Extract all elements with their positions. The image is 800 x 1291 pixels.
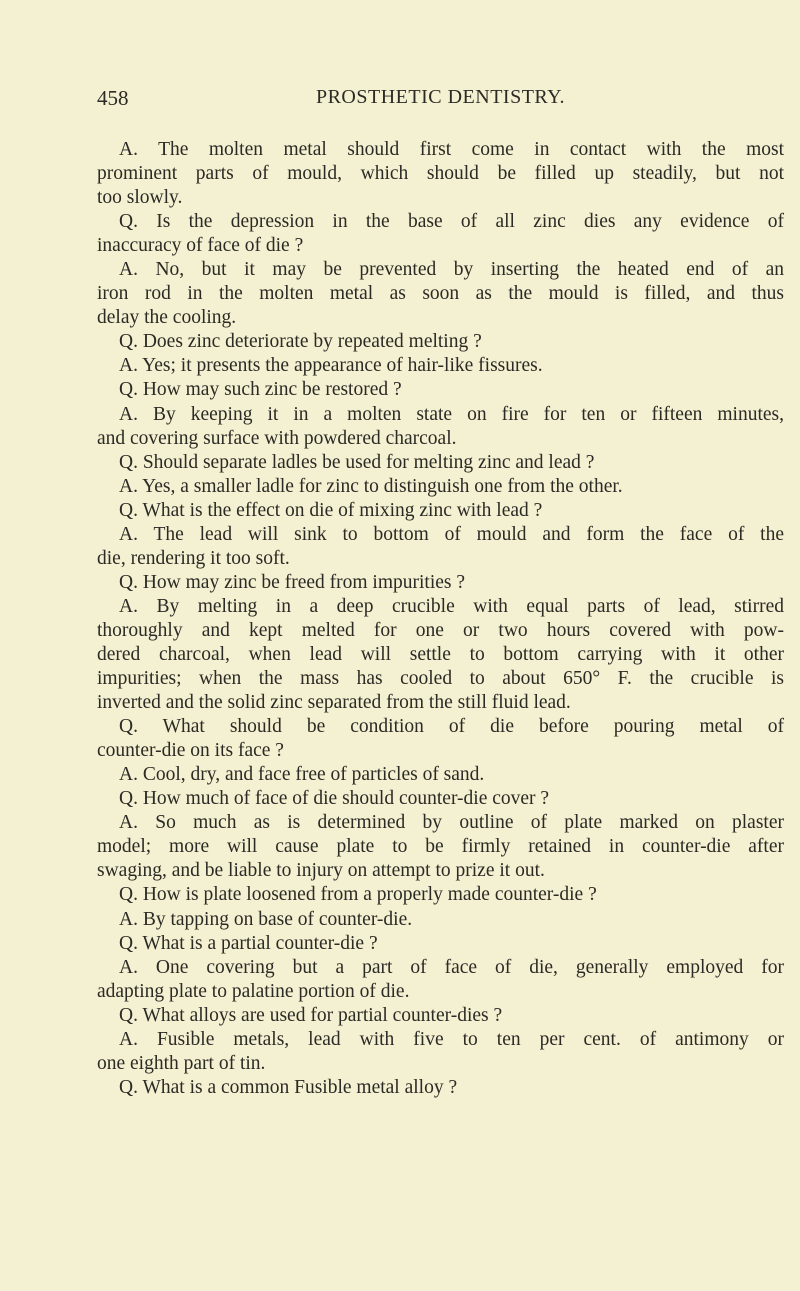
text-line: one eighth part of tin.	[97, 1052, 266, 1074]
question-paragraph	[97, 1076, 784, 1100]
text-line: delay the cooling.	[97, 307, 237, 329]
text-line: Q. What is a common Fusible metal alloy ?	[119, 1076, 458, 1098]
answer-paragraph	[97, 595, 784, 715]
text-line: Q. Is the depression in the base of all zinc dies any evidence of	[119, 211, 784, 233]
text-line: adapting plate to palatine portion of die.	[97, 980, 410, 1002]
question-paragraph	[97, 378, 784, 402]
text-line: Q. What should be condition of die before pouring metal of	[119, 716, 784, 738]
text-line: Q. How may such zinc be restored ?	[119, 379, 402, 401]
text-line: A. The molten metal should first come in contact with the most	[119, 139, 784, 160]
text-line: A. Yes; it presents the appearance of hair-like fissures.	[119, 355, 543, 377]
text-line: model; more will cause plate to be firmly retained in counter-die after	[97, 836, 784, 858]
text-line: A. By keeping it in a molten state on fire for ten or fifteen minutes,	[119, 403, 784, 425]
answer-paragraph	[97, 523, 784, 571]
question-paragraph	[97, 715, 784, 763]
answer-paragraph	[97, 908, 784, 932]
question-paragraph	[97, 932, 784, 956]
question-paragraph	[97, 571, 784, 595]
text-line: iron rod in the molten metal as soon as the mould is filled, and thus	[97, 283, 784, 305]
text-line: Q. How much of face of die should counter-die cover ?	[119, 788, 550, 810]
text-line: A. Yes, a smaller ladle for zinc to distinguish one from the other.	[119, 475, 623, 497]
answer-paragraph	[97, 956, 784, 1004]
text-line: Q. What alloys are used for partial counter-dies ?	[119, 1004, 503, 1026]
answer-paragraph	[97, 763, 784, 787]
text-line: Q. How may zinc be freed from impurities ?	[119, 571, 466, 593]
text-line: die, rendering it too soft.	[97, 547, 290, 569]
answer-paragraph	[97, 354, 784, 378]
text-line: counter-die on its face ?	[97, 740, 284, 762]
running-title: PROSTHETIC DENTISTRY.	[315, 86, 566, 108]
question-paragraph	[97, 883, 784, 907]
text-line: thoroughly and kept melted for one or two hours covered with pow-	[97, 619, 784, 641]
question-paragraph	[97, 330, 784, 354]
answer-paragraph	[97, 138, 784, 210]
text-line: inaccuracy of face of die ?	[97, 235, 304, 257]
text-line: Q. What is a partial counter-die ?	[119, 932, 378, 954]
question-paragraph	[97, 787, 784, 811]
text-line: A. Cool, dry, and face free of particles of sand.	[119, 764, 485, 786]
text-line: A. By tapping on base of counter-die.	[119, 908, 413, 930]
text-line: Q. Does zinc deteriorate by repeated melting ?	[119, 331, 482, 353]
text-line: Q. Should separate ladles be used for melting zinc and lead ?	[119, 451, 595, 473]
text-line: A. One covering but a part of face of die, generally employed for	[119, 956, 784, 978]
question-paragraph	[97, 1004, 784, 1028]
question-paragraph	[97, 451, 784, 475]
body-text	[97, 138, 784, 1100]
page-number: 458	[97, 86, 129, 110]
answer-paragraph	[97, 403, 784, 451]
answer-paragraph	[97, 1028, 784, 1076]
question-paragraph	[97, 499, 784, 523]
text-line: dered charcoal, when lead will settle to bottom carrying with it other	[97, 643, 784, 665]
text-line: swaging, and be liable to injury on attempt to prize it out.	[97, 860, 545, 882]
text-line: prominent parts of mould, which should be filled up steadily, but not	[97, 163, 784, 185]
text-line: A. By melting in a deep crucible with equal parts of lead, stirred	[119, 595, 784, 617]
answer-paragraph	[97, 811, 784, 883]
text-line: inverted and the solid zinc separated from the still fluid lead.	[97, 692, 571, 714]
question-paragraph	[97, 210, 784, 258]
page-header	[97, 86, 784, 114]
text-line: A. No, but it may be prevented by inserting the heated end of an	[119, 259, 784, 281]
text-line: A. So much as is determined by outline of plate marked on plaster	[119, 812, 784, 834]
text-line: Q. What is the effect on die of mixing zinc with lead ?	[119, 499, 543, 521]
answer-paragraph	[97, 258, 784, 330]
text-line: Q. How is plate loosened from a properly made counter-die ?	[119, 884, 597, 906]
text-line: and covering surface with powdered charcoal.	[97, 427, 457, 449]
answer-paragraph	[97, 475, 784, 499]
text-line: impurities; when the mass has cooled to about 650° F. the crucible is	[97, 668, 784, 690]
text-line: A. The lead will sink to bottom of mould and form the face of the	[119, 523, 784, 545]
text-line: A. Fusible metals, lead with five to ten per cent. of antimony or	[119, 1028, 784, 1050]
text-line: too slowly.	[97, 187, 183, 209]
